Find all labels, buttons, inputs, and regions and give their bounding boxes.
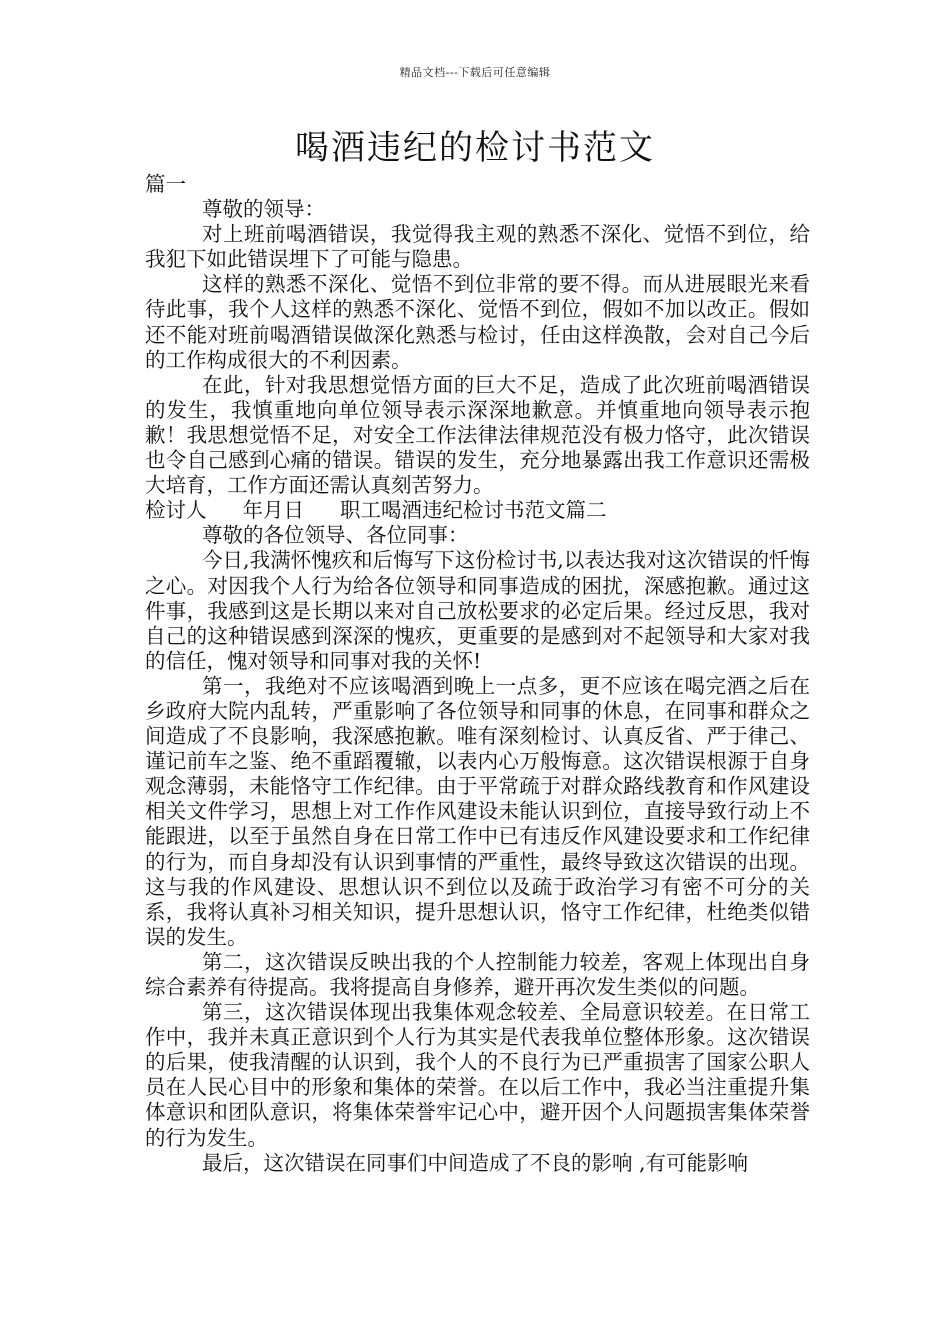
sign-person: 检讨人 xyxy=(145,498,207,523)
header-note: 精品文档---下载后可任意编辑 xyxy=(399,66,551,79)
document-body xyxy=(145,172,810,1176)
signature-line xyxy=(145,498,810,523)
paragraph: 第二，这次错误反映出我的个人控制能力较差，客观上体现出自身综合素养有待提高。我将提高自身修养，避开再次发生类似的问题。 xyxy=(145,949,810,999)
paragraph: 在此，针对我思想觉悟方面的巨大不足，造成了此次班前喝酒错误的发生，我慎重地向单位领导表示深深地歉意。并慎重地向领导表示抱歉！我思想觉悟不足，对安全工作法律法律规范没有极力恪守，此次错误也令自己感到心痛的错误。错误的发生，充分地暴露出我工作意识还需极大培育，工作方面还需认真刻苦努力。 xyxy=(145,372,810,498)
paragraph: 最后，这次错误在同事们中间造成了不良的影响 ,有可能影响 xyxy=(202,1150,749,1175)
paragraph: 今日,我满怀愧疚和后悔写下这份检讨书,以表达我对这次错误的忏悔之心。对因我个人行为给各位领导和同事造成的困扰，深感抱歉。通过这件事，我感到这是长期以来对自己放松要求的必定后果。经过反思，我对自己的这种错误感到深深的愧疚，更重要的是感到对不起领导和大家对我的信任，愧对领导和同事对我的关怀! xyxy=(145,548,810,673)
paragraph: 第三，这次错误体现出我集体观念较差、全局意识较差。在日常工作中，我并未真正意识到个人行为其实是代表我单位整体形象。这次错误的后果，使我清醒的认识到，我个人的不良行为已严重损害了国家公职人员在人民心目中的形象和集体的荣誉。在以后工作中，我必当注重提升集体意识和团队意识，将集体荣誉牢记心中，避开因个人问题损害集体荣誉的行为发生。 xyxy=(145,1000,810,1150)
sign-date: 年月日 xyxy=(242,498,304,523)
paragraph: 这样的熟悉不深化、觉悟不到位非常的要不得。而从进展眼光来看待此事，我个人这样的熟悉不深化、觉悟不到位，假如不加以改正。假如还不能对班前喝酒错误做深化熟悉与检讨，任由这样涣散，会对自己今后的工作构成很大的不利因素。 xyxy=(145,272,810,372)
paragraph: 第一，我绝对不应该喝酒到晚上一点多，更不应该在喝完酒之后在乡政府大院内乱转，严重影响了各位领导和同事的休息，在同事和群众之间造成了不良影响，我深感抱歉。唯有深刻检讨、认真反省、严于律己、谨记前车之鉴、绝不重蹈覆辙，以表内心万般悔意。这次错误根源于自身观念薄弱，未能恪守工作纪律。由于平常疏于对群众路线教育和作风建设相关文件学习，思想上对工作作风建设未能认识到位，直接导致行动上不能跟进，以至于虽然自身在日常工作中已有违反作风建设要求和工作纪律的行为，而自身却没有认识到事情的严重性，最终导致这次错误的出现。这与我的作风建设、思想认识不到位以及疏于政治学习有密不可分的关系，我将认真补习相关知识，提升思想认识，恪守工作纪律，杜绝类似错误的发生。 xyxy=(145,673,810,949)
salutation: 尊敬的各位领导、各位同事： xyxy=(202,523,469,548)
section-heading: 篇一 xyxy=(145,172,186,196)
next-section-title: 职工喝酒违纪检讨书范文篇二 xyxy=(340,498,607,523)
page-title: 喝酒违纪的检讨书范文 xyxy=(295,128,655,168)
salutation: 尊敬的领导： xyxy=(202,197,325,222)
paragraph: 对上班前喝酒错误，我觉得我主观的熟悉不深化、觉悟不到位，给我犯下如此错误埋下了可能与隐患。 xyxy=(145,222,810,272)
